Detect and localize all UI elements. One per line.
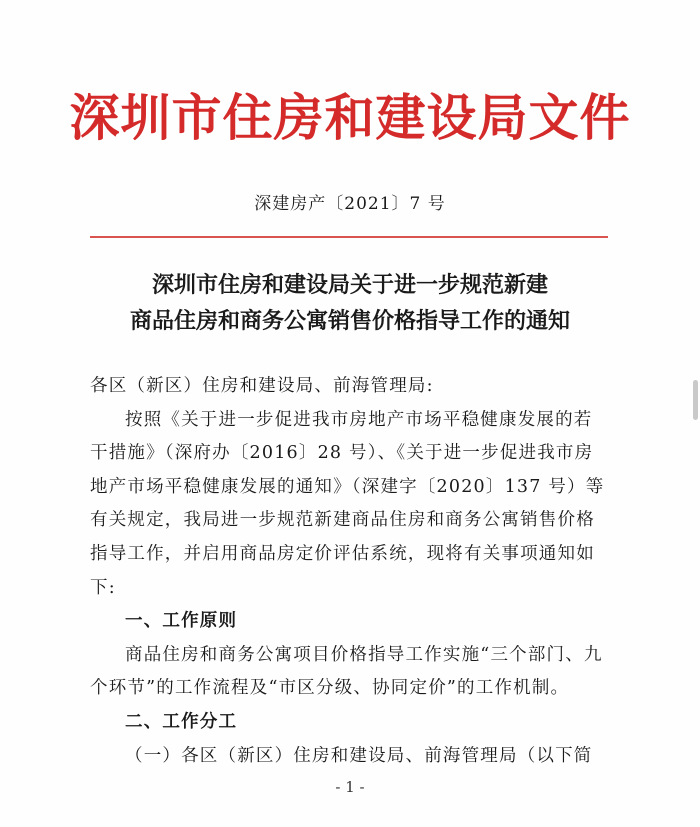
notice-title-line-2: 商品住房和商务公寓销售价格指导工作的通知 — [129, 309, 570, 334]
scrollbar-thumb[interactable] — [693, 380, 698, 420]
salutation: 各区（新区）住房和建设局、前海管理局: — [90, 376, 434, 396]
document-number: 深建房产〔2021〕7 号 — [254, 194, 446, 214]
notice-title-line-1: 深圳市住房和建设局关于进一步规范新建 — [151, 273, 548, 298]
page-number: - 1 - — [335, 778, 365, 796]
paragraph-3: （一）各区（新区）住房和建设局、前海管理局（以下简 — [125, 745, 593, 766]
document-body — [90, 370, 610, 773]
section-heading-2: 二、工作分工 — [125, 711, 238, 732]
notice-title — [0, 268, 700, 340]
document-header-title: 深圳市住房和建设局文件 — [69, 88, 631, 147]
paragraph-1: 按照《关于进一步促进我市房地产市场平稳健康发展的若干措施》（深府办〔2016〕28 号）、《关于进一步促进我市房地产市场平稳健康发展的通知》（深建字〔2020〕137 号）等有关规定，我局进一步规范新建商品住房和商务公寓销售价格指导工作，并启用商品房定价评估系统，现将有关事项通知如下: — [90, 409, 605, 598]
section-heading-1: 一、工作原则 — [125, 611, 238, 632]
red-divider-line — [90, 236, 608, 238]
paragraph-2: 商品住房和商务公寓项目价格指导工作实施“三个部门、九个环节”的工作流程及“市区分级、协同定价”的工作机制。 — [90, 644, 603, 699]
